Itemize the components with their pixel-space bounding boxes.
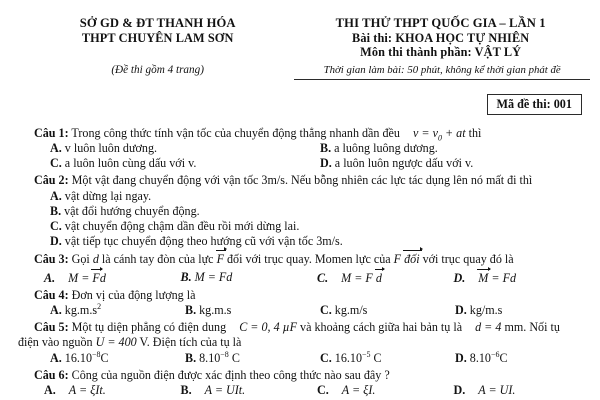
option-equation: A = ξI.	[341, 382, 376, 397]
option-letter: D.	[50, 234, 62, 249]
option-letter: C.	[317, 271, 329, 286]
option-text: a luông luông dương.	[334, 141, 438, 156]
exam-component-prefix: Môn thi thành phần:	[360, 45, 472, 60]
option-equation: A = UIt.	[204, 382, 246, 397]
option-unit: C	[499, 350, 508, 365]
option-exponent: −5	[362, 349, 371, 359]
question-6-text: Công của nguồn điện được xác định theo công thức nào sau đây ?	[71, 367, 390, 382]
option-unit: C	[370, 350, 382, 365]
option-text: vật chuyển động chậm dần đều rồi mới dừng lai.	[64, 218, 300, 233]
option-text: v luôn luôn dương.	[64, 141, 158, 156]
option-letter: C.	[50, 156, 62, 171]
exam-subject-line	[289, 31, 592, 46]
question-3-text-b: là cánh tay đòn của lực	[101, 251, 214, 266]
question-2-option-a[interactable]	[50, 189, 590, 204]
option-text: a luôn luôn cùng dấu với v.	[64, 156, 197, 171]
option-letter: A.	[50, 141, 62, 156]
question-5-option-b[interactable]	[185, 351, 320, 366]
header-right-block	[289, 16, 592, 80]
question-1-option-c[interactable]	[50, 156, 320, 171]
option-letter: B.	[50, 203, 62, 218]
option-letter: D.	[455, 350, 467, 365]
question-5	[18, 320, 590, 366]
question-4-text: Đơn vị của động lượng là	[71, 287, 196, 302]
question-1-label: Câu 1:	[34, 125, 69, 140]
question-6-stem	[34, 368, 590, 383]
option-letter: A.	[50, 350, 62, 365]
exam-code-row	[0, 94, 600, 115]
option-exponent: −6	[490, 349, 500, 359]
question-3-text-d: với trục quay đó là	[422, 251, 514, 266]
option-letter: B.	[185, 350, 197, 365]
question-5-option-a[interactable]	[50, 351, 185, 366]
question-4-option-c[interactable]	[320, 303, 455, 318]
question-3-option-a[interactable]	[44, 270, 181, 286]
option-mantissa: 16.10	[334, 350, 363, 365]
option-mantissa: 16.10	[64, 350, 93, 365]
question-2-option-d[interactable]	[50, 234, 590, 249]
question-3-vector-doi-icon: đối	[404, 251, 420, 266]
question-6-option-a[interactable]	[44, 383, 181, 398]
exam-subject-value: KHOA HỌC TỰ NHIÊN	[395, 30, 530, 45]
question-3-text-a: Gọi	[71, 251, 90, 266]
question-4-label: Câu 4:	[34, 287, 69, 302]
option-text: vật dừng lại ngay.	[64, 188, 152, 203]
option-letter: C.	[317, 382, 329, 397]
question-1-options-row-2	[34, 156, 590, 171]
option-equation: M = F d	[341, 271, 382, 286]
question-5-text-d: V. Điện tích của tụ là	[139, 335, 242, 350]
option-equation: A = ξIt.	[68, 382, 106, 397]
question-1-option-a[interactable]	[50, 141, 320, 156]
option-letter: C.	[50, 218, 62, 233]
question-2-stem	[34, 173, 590, 188]
question-1-text: Trong công thức tính vận tốc của chuyển động thẳng nhanh dần đều	[71, 125, 400, 140]
question-6-options	[34, 383, 590, 398]
question-3-option-b[interactable]	[181, 270, 318, 286]
question-5-options	[34, 351, 590, 366]
question-1-option-d[interactable]	[320, 156, 590, 171]
question-4-stem	[34, 288, 590, 303]
exam-code-box: Mã đề thi: 001	[487, 94, 583, 115]
question-2-option-c[interactable]	[50, 219, 590, 234]
question-2-option-b[interactable]	[50, 204, 590, 219]
question-6	[34, 368, 590, 399]
option-letter: C.	[320, 350, 332, 365]
option-letter: A.	[44, 271, 56, 286]
option-mantissa: 8.10	[469, 350, 491, 365]
question-3-option-d[interactable]	[454, 270, 591, 286]
question-2	[34, 173, 590, 249]
question-5-text-c2: điện vào nguồn	[18, 335, 93, 350]
exam-component-value: VẬT LÝ	[474, 45, 522, 60]
question-3	[34, 251, 590, 287]
option-letter: B.	[185, 303, 197, 318]
question-3-label: Câu 3:	[34, 251, 69, 266]
option-text: a luôn luôn ngược dấu với v.	[334, 156, 474, 171]
question-5-option-d[interactable]	[455, 351, 590, 366]
school-name: THPT CHUYÊN LAM SƠN	[81, 30, 234, 45]
option-text: kg.m/s	[334, 303, 368, 318]
question-5-stem-line2	[18, 335, 590, 350]
question-5-capacitance-value: C = 0, 4 µF	[239, 320, 297, 335]
option-exponent: 2	[97, 302, 102, 312]
question-5-label: Câu 5:	[34, 320, 69, 335]
option-letter: A.	[50, 303, 62, 318]
question-3-vector-f-icon: F	[216, 251, 224, 266]
question-4-options	[34, 303, 590, 318]
question-5-text-c: mm. Nối tụ	[504, 320, 560, 335]
question-1-text-tail: thì	[468, 125, 482, 140]
question-2-text: Một vật đang chuyển động với vận tốc 3m/s. Nếu bỗng nhiên các lực tác dụng lên nó mất đi thì	[71, 173, 533, 188]
question-1-options-row-1	[34, 141, 590, 156]
question-5-voltage-value: U = 400	[95, 335, 137, 350]
option-text: vật tiếp tục chuyển động theo hướng cũ với vận tốc 3m/s.	[64, 234, 343, 249]
exam-title: THI THỬ THPT QUỐC GIA – LẦN 1	[335, 16, 546, 30]
question-3-option-c[interactable]	[317, 270, 454, 286]
question-2-options	[34, 189, 590, 250]
question-6-label: Câu 6:	[34, 367, 69, 382]
option-letter: D.	[455, 303, 467, 318]
option-equation: M = Fd	[478, 271, 517, 286]
question-6-option-d[interactable]	[454, 383, 591, 398]
option-letter: A.	[50, 188, 62, 203]
option-letter: D.	[453, 382, 466, 397]
question-1-formula: $v = v_0$ + at	[413, 125, 466, 143]
option-equation: M = Fd	[68, 271, 106, 286]
option-letter: B.	[180, 270, 192, 285]
option-unit: C	[100, 350, 109, 365]
question-3-text-c: đối với trục quay. Momen lực của	[227, 251, 391, 266]
option-text: kg.m.s	[199, 303, 232, 318]
question-3-stem	[34, 251, 590, 267]
option-letter: D.	[453, 271, 466, 286]
option-text: kg.m.s	[64, 303, 98, 318]
option-letter: A.	[44, 382, 56, 397]
question-3-options	[34, 270, 590, 286]
header-left-block	[8, 16, 289, 77]
question-5-distance-value: d = 4	[475, 320, 502, 335]
exam-subject-prefix: Bài thi:	[352, 30, 393, 45]
question-4-option-b[interactable]	[185, 303, 320, 318]
questions-container	[0, 126, 600, 398]
option-unit: C	[228, 350, 240, 365]
option-equation: A = UI.	[478, 382, 516, 397]
question-5-text-b: và khoảng cách giữa hai bản tụ là	[300, 320, 463, 335]
option-exponent: −8	[92, 349, 101, 359]
exam-duration-note: Thời gian làm bài: 50 phút, không kể thời gian phát đề	[294, 63, 590, 80]
question-4	[34, 288, 590, 319]
option-letter: C.	[320, 303, 332, 318]
option-exponent: −8	[220, 349, 229, 359]
department-name: SỞ GD & ĐT THANH HÓA	[79, 16, 236, 30]
option-letter: B.	[320, 141, 332, 156]
question-5-text-a: Một tụ diện phẳng có điện dung	[71, 320, 227, 335]
option-mantissa: 8.10	[199, 350, 221, 365]
question-6-option-c[interactable]	[317, 383, 454, 398]
question-5-option-c[interactable]	[320, 351, 455, 366]
question-4-option-d[interactable]	[455, 303, 590, 318]
option-text: vật đổi hướng chuyển động.	[64, 203, 200, 218]
page-header	[0, 0, 600, 80]
question-3-var-f: F	[393, 251, 402, 266]
question-4-option-a[interactable]	[50, 303, 185, 318]
question-3-var-d: d	[92, 251, 99, 266]
option-text: kg/m.s	[469, 303, 503, 318]
page-count-note: (Đề thi gồm 4 trang)	[111, 64, 204, 77]
option-letter: B.	[180, 382, 192, 397]
question-1	[34, 126, 590, 172]
question-1-stem	[34, 126, 590, 141]
option-letter: D.	[320, 156, 332, 171]
question-6-option-b[interactable]	[181, 383, 318, 398]
question-2-label: Câu 2:	[34, 173, 69, 188]
exam-component-line	[289, 45, 592, 60]
option-equation: M = Fd	[194, 270, 233, 285]
question-5-stem	[34, 320, 590, 335]
question-1-option-b[interactable]	[320, 141, 590, 156]
